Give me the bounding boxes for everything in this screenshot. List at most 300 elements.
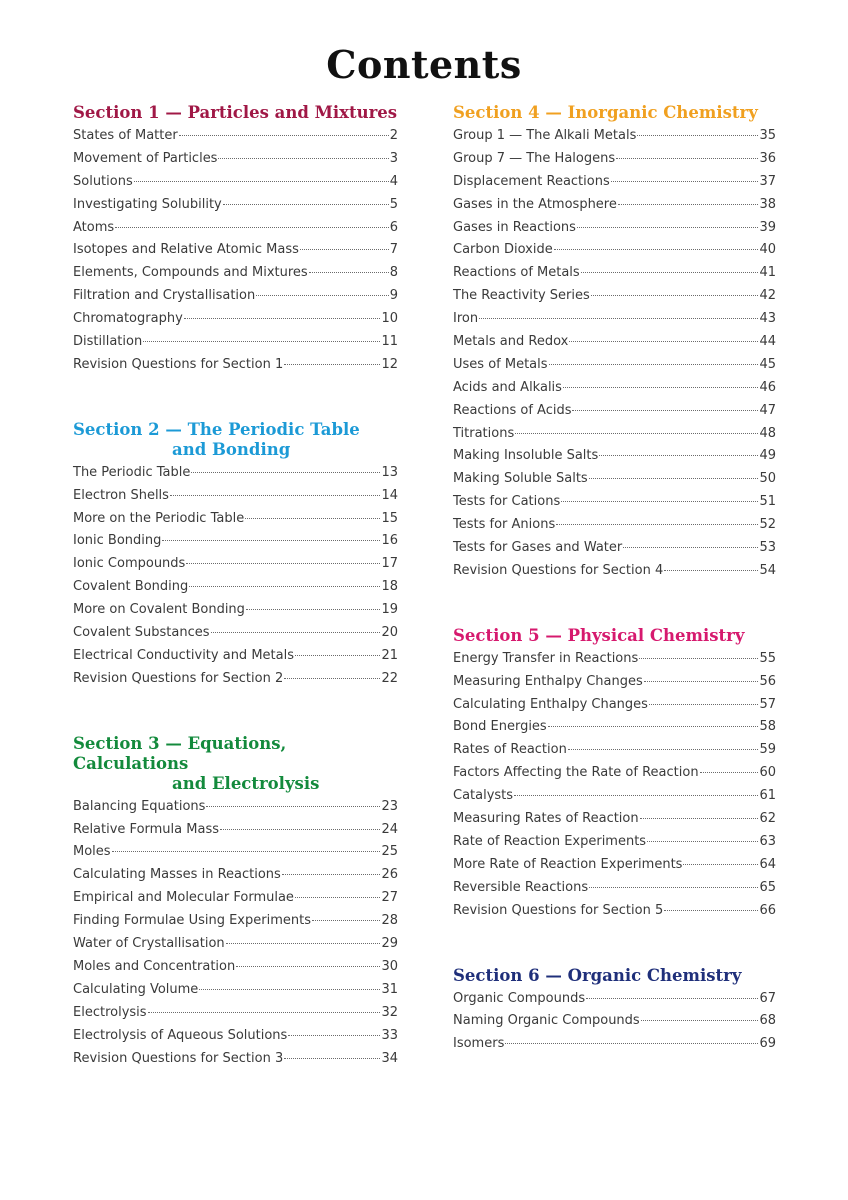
dot-leader — [236, 966, 380, 967]
entry-list — [453, 128, 776, 586]
entry-page-number: 43 — [759, 311, 776, 327]
contents-entry — [453, 788, 776, 811]
entry-list — [73, 799, 398, 1074]
dot-leader — [589, 478, 759, 479]
section-heading-text: Section 2 — The Periodic Table — [73, 419, 360, 439]
entry-title: Bond Energies — [453, 719, 547, 735]
dot-leader — [664, 910, 758, 911]
entry-page-number: 7 — [389, 242, 398, 258]
entry-page-number: 57 — [759, 696, 776, 712]
contents-entry — [453, 265, 776, 288]
entry-page-number: 15 — [381, 510, 398, 526]
entry-title: Moles — [73, 844, 111, 860]
entry-page-number: 10 — [381, 311, 398, 327]
dot-leader — [300, 249, 389, 250]
dot-leader — [143, 341, 380, 342]
entry-page-number: 40 — [759, 242, 776, 258]
entry-title: Tests for Anions — [453, 517, 556, 533]
section-heading — [453, 626, 776, 646]
entry-list — [453, 991, 776, 1060]
entry-title: Balancing Equations — [73, 798, 206, 814]
entry-title: Measuring Enthalpy Changes — [453, 673, 643, 689]
entry-page-number: 50 — [759, 471, 776, 487]
dot-leader — [206, 806, 380, 807]
section-heading — [453, 966, 776, 986]
dot-leader — [148, 1012, 381, 1013]
contents-entry — [73, 197, 398, 220]
entry-page-number: 3 — [389, 150, 398, 166]
contents-entry — [453, 220, 776, 243]
dot-leader — [309, 272, 389, 273]
dot-leader — [611, 181, 759, 182]
entry-page-number: 26 — [381, 867, 398, 883]
dot-leader — [683, 864, 758, 865]
contents-entry — [73, 357, 398, 380]
dot-leader — [589, 887, 758, 888]
dot-leader — [184, 318, 381, 319]
entry-title: Tests for Gases and Water — [453, 540, 623, 556]
entry-page-number: 29 — [381, 936, 398, 952]
section-1 — [73, 103, 398, 380]
entry-page-number: 67 — [759, 990, 776, 1006]
contents-entry — [453, 811, 776, 834]
entry-page-number: 48 — [759, 425, 776, 441]
contents-entry — [453, 197, 776, 220]
entry-page-number: 44 — [759, 334, 776, 350]
entry-title: Reactions of Acids — [453, 402, 572, 418]
dot-leader — [295, 655, 380, 656]
dot-leader — [514, 795, 758, 796]
contents-entry — [73, 220, 398, 243]
entry-page-number: 63 — [759, 833, 776, 849]
entry-page-number: 5 — [389, 196, 398, 212]
dot-leader — [199, 989, 380, 990]
entry-title: Revision Questions for Section 4 — [453, 562, 664, 578]
section-heading-text: Section 6 — Organic Chemistry — [453, 965, 742, 985]
dot-leader — [591, 295, 759, 296]
entry-page-number: 22 — [381, 670, 398, 686]
entry-page-number: 9 — [389, 288, 398, 304]
entry-title: More on the Periodic Table — [73, 510, 245, 526]
section-heading-text: Section 1 — Particles and Mixtures — [73, 103, 398, 122]
contents-entry — [73, 334, 398, 357]
entry-page-number: 60 — [759, 765, 776, 781]
entry-page-number: 16 — [381, 533, 398, 549]
dot-leader — [186, 563, 380, 564]
dot-leader — [211, 632, 381, 633]
entry-list — [73, 465, 398, 694]
entry-page-number: 52 — [759, 517, 776, 533]
entry-page-number: 55 — [759, 650, 776, 666]
contents-entry — [453, 357, 776, 380]
entry-page-number: 17 — [381, 556, 398, 572]
dot-leader — [577, 227, 759, 228]
contents-entry — [73, 648, 398, 671]
dot-leader — [226, 943, 381, 944]
entry-list — [73, 128, 398, 380]
entry-title: Carbon Dioxide — [453, 242, 553, 258]
entry-page-number: 68 — [759, 1013, 776, 1029]
contents-entry — [73, 913, 398, 936]
contents-entry — [73, 867, 398, 890]
dot-leader — [191, 472, 380, 473]
entry-title: More on Covalent Bonding — [73, 602, 245, 618]
contents-entry — [73, 959, 398, 982]
entry-title: Revision Questions for Section 3 — [73, 1050, 284, 1066]
dot-leader — [569, 341, 758, 342]
dot-leader — [505, 1043, 758, 1044]
entry-title: Moles and Concentration — [73, 958, 236, 974]
entry-title: Metals and Redox — [453, 334, 569, 350]
section-5 — [453, 626, 776, 926]
entry-title: Chromatography — [73, 311, 183, 327]
contents-entry — [73, 602, 398, 625]
entry-page-number: 27 — [381, 890, 398, 906]
entry-title: Distillation — [73, 334, 143, 350]
dot-leader — [556, 524, 758, 525]
contents-entry — [73, 242, 398, 265]
dot-leader — [639, 658, 758, 659]
entry-title: Relative Formula Mass — [73, 821, 219, 837]
entry-title: Acids and Alkalis — [453, 379, 562, 395]
entry-title: Electrolysis of Aqueous Solutions — [73, 1027, 288, 1043]
dot-leader — [220, 829, 380, 830]
entry-title: Gases in Reactions — [453, 219, 576, 235]
section-heading — [73, 420, 398, 460]
dot-leader — [581, 272, 759, 273]
dot-leader — [586, 998, 758, 999]
contents-entry — [73, 671, 398, 694]
contents-column-left — [73, 103, 398, 1073]
contents-entry — [453, 471, 776, 494]
dot-leader — [618, 204, 759, 205]
contents-entry — [73, 844, 398, 867]
contents-entry — [453, 242, 776, 265]
contents-entry — [73, 890, 398, 913]
section-heading — [73, 734, 398, 794]
entry-page-number: 31 — [381, 981, 398, 997]
dot-leader — [189, 586, 380, 587]
dot-leader — [599, 455, 758, 456]
entry-title: Movement of Particles — [73, 150, 218, 166]
dot-leader — [554, 249, 759, 250]
entry-page-number: 4 — [389, 173, 398, 189]
dot-leader — [640, 818, 759, 819]
contents-entry — [453, 651, 776, 674]
entry-page-number: 42 — [759, 288, 776, 304]
dot-leader — [295, 897, 381, 898]
dot-leader — [616, 158, 758, 159]
entry-list — [453, 651, 776, 926]
contents-entry — [73, 1028, 398, 1051]
entry-page-number: 36 — [759, 150, 776, 166]
dot-leader — [223, 204, 389, 205]
section-4 — [453, 103, 776, 586]
entry-title: Filtration and Crystallisation — [73, 288, 256, 304]
section-6 — [453, 966, 776, 1060]
dot-leader — [572, 410, 758, 411]
contents-entry — [453, 697, 776, 720]
contents-entry — [73, 128, 398, 151]
contents-entry — [453, 174, 776, 197]
contents-entry — [73, 936, 398, 959]
section-heading-line2: and Bonding — [172, 439, 291, 459]
contents-column-right — [453, 103, 776, 1059]
contents-entry — [73, 151, 398, 174]
entry-page-number: 41 — [759, 265, 776, 281]
dot-leader — [479, 318, 758, 319]
dot-leader — [179, 135, 389, 136]
entry-title: Measuring Rates of Reaction — [453, 811, 639, 827]
entry-page-number: 64 — [759, 856, 776, 872]
entry-title: Isotopes and Relative Atomic Mass — [73, 242, 299, 258]
entry-title: Catalysts — [453, 788, 514, 804]
contents-entry — [73, 799, 398, 822]
entry-title: Naming Organic Compounds — [453, 1013, 640, 1029]
entry-title: Rates of Reaction — [453, 742, 567, 758]
contents-entry — [73, 533, 398, 556]
dot-leader — [561, 501, 758, 502]
entry-page-number: 54 — [759, 562, 776, 578]
contents-entry — [453, 494, 776, 517]
section-heading — [73, 103, 398, 123]
entry-title: States of Matter — [73, 128, 178, 143]
entry-title: Gases in the Atmosphere — [453, 196, 617, 212]
contents-entry — [453, 742, 776, 765]
contents-entry — [453, 857, 776, 880]
contents-entry — [453, 288, 776, 311]
entry-page-number: 65 — [759, 879, 776, 895]
contents-entry — [73, 1051, 398, 1074]
contents-entry — [73, 511, 398, 534]
entry-title: Iron — [453, 311, 479, 327]
contents-entry — [453, 426, 776, 449]
contents-entry — [453, 448, 776, 471]
entry-title: Finding Formulae Using Experiments — [73, 913, 311, 929]
entry-page-number: 58 — [759, 719, 776, 735]
contents-entry — [453, 1036, 776, 1059]
dot-leader — [644, 681, 759, 682]
dot-leader — [664, 570, 758, 571]
entry-page-number: 28 — [381, 913, 398, 929]
entry-title: Atoms — [73, 219, 115, 235]
entry-title: Covalent Substances — [73, 625, 210, 641]
dot-leader — [246, 609, 381, 610]
contents-entry — [73, 1005, 398, 1028]
entry-title: Electrical Conductivity and Metals — [73, 647, 294, 663]
dot-leader — [563, 387, 759, 388]
section-heading-text: Section 5 — Physical Chemistry — [453, 625, 745, 645]
entry-title: Electron Shells — [73, 487, 169, 503]
contents-entry — [453, 517, 776, 540]
contents-entry — [453, 903, 776, 926]
entry-page-number: 69 — [759, 1036, 776, 1052]
entry-page-number: 47 — [759, 402, 776, 418]
dot-leader — [647, 841, 758, 842]
entry-title: Empirical and Molecular Formulae — [73, 890, 294, 906]
entry-page-number: 25 — [381, 844, 398, 860]
dot-leader — [115, 227, 389, 228]
dot-leader — [245, 518, 380, 519]
entry-title: Investigating Solubility — [73, 196, 222, 212]
dot-leader — [284, 1058, 380, 1059]
entry-page-number: 23 — [381, 798, 398, 814]
dot-leader — [162, 540, 380, 541]
entry-title: Uses of Metals — [453, 356, 548, 372]
entry-page-number: 61 — [759, 788, 776, 804]
contents-entry — [73, 822, 398, 845]
contents-entry — [453, 1013, 776, 1036]
entry-page-number: 45 — [759, 356, 776, 372]
entry-page-number: 18 — [381, 579, 398, 595]
section-2 — [73, 420, 398, 694]
entry-page-number: 59 — [759, 742, 776, 758]
entry-page-number: 2 — [389, 128, 398, 143]
entry-page-number: 33 — [381, 1027, 398, 1043]
dot-leader — [637, 135, 758, 136]
entry-title: Covalent Bonding — [73, 579, 189, 595]
contents-entry — [453, 834, 776, 857]
contents-entry — [453, 674, 776, 697]
entry-title: Solutions — [73, 173, 133, 189]
contents-entry — [453, 128, 776, 151]
entry-title: Isomers — [453, 1036, 505, 1052]
entry-page-number: 12 — [381, 356, 398, 372]
entry-title: Group 1 — The Alkali Metals — [453, 128, 637, 143]
dot-leader — [284, 678, 380, 679]
entry-page-number: 66 — [759, 902, 776, 918]
entry-page-number: 6 — [389, 219, 398, 235]
contents-entry — [73, 265, 398, 288]
dot-leader — [568, 749, 759, 750]
entry-page-number: 35 — [759, 128, 776, 143]
contents-entry — [453, 380, 776, 403]
entry-page-number: 49 — [759, 448, 776, 464]
entry-page-number: 62 — [759, 811, 776, 827]
dot-leader — [112, 851, 381, 852]
entry-title: Energy Transfer in Reactions — [453, 650, 639, 666]
contents-entry — [73, 556, 398, 579]
entry-title: Reactions of Metals — [453, 265, 580, 281]
entry-page-number: 46 — [759, 379, 776, 395]
contents-entry — [453, 765, 776, 788]
entry-title: More Rate of Reaction Experiments — [453, 856, 683, 872]
contents-entry — [453, 540, 776, 563]
entry-page-number: 30 — [381, 958, 398, 974]
entry-page-number: 38 — [759, 196, 776, 212]
dot-leader — [288, 1035, 380, 1036]
dot-leader — [284, 364, 380, 365]
dot-leader — [641, 1020, 759, 1021]
entry-title: Calculating Masses in Reactions — [73, 867, 281, 883]
contents-entry — [73, 311, 398, 334]
entry-page-number: 13 — [381, 464, 398, 480]
entry-title: The Periodic Table — [73, 464, 191, 480]
dot-leader — [256, 295, 389, 296]
entry-page-number: 8 — [389, 265, 398, 281]
entry-title: Water of Crystallisation — [73, 936, 225, 952]
entry-page-number: 32 — [381, 1004, 398, 1020]
entry-title: Organic Compounds — [453, 990, 586, 1006]
entry-page-number: 39 — [759, 219, 776, 235]
contents-entry — [73, 465, 398, 488]
entry-page-number: 20 — [381, 625, 398, 641]
dot-leader — [282, 874, 381, 875]
contents-entry — [453, 311, 776, 334]
dot-leader — [134, 181, 389, 182]
entry-page-number: 34 — [381, 1050, 398, 1066]
entry-title: Calculating Enthalpy Changes — [453, 696, 648, 712]
entry-title: Electrolysis — [73, 1004, 147, 1020]
section-heading-text: Section 3 — Equations, Calculations — [73, 733, 287, 773]
entry-title: Factors Affecting the Rate of Reaction — [453, 765, 699, 781]
entry-title: Reversible Reactions — [453, 879, 589, 895]
contents-entry — [73, 579, 398, 602]
entry-title: Titrations — [453, 425, 515, 441]
contents-entry — [453, 719, 776, 742]
dot-leader — [515, 433, 758, 434]
entry-page-number: 19 — [381, 602, 398, 618]
entry-title: Ionic Compounds — [73, 556, 186, 572]
entry-title: Calculating Volume — [73, 981, 199, 997]
section-heading — [453, 103, 776, 123]
dot-leader — [649, 704, 759, 705]
dot-leader — [170, 495, 381, 496]
entry-title: The Reactivity Series — [453, 288, 590, 304]
contents-entry — [73, 625, 398, 648]
dot-leader — [549, 364, 759, 365]
entry-page-number: 51 — [759, 494, 776, 510]
contents-entry — [453, 991, 776, 1014]
section-3 — [73, 734, 398, 1074]
dot-leader — [312, 920, 380, 921]
dot-leader — [548, 726, 759, 727]
contents-entry — [73, 488, 398, 511]
entry-title: Revision Questions for Section 1 — [73, 356, 284, 372]
contents-entry — [453, 151, 776, 174]
entry-title: Making Soluble Salts — [453, 471, 588, 487]
contents-entry — [73, 174, 398, 197]
entry-title: Making Insoluble Salts — [453, 448, 599, 464]
entry-title: Group 7 — The Halogens — [453, 150, 616, 166]
entry-page-number: 24 — [381, 821, 398, 837]
contents-entry — [73, 982, 398, 1005]
entry-page-number: 56 — [759, 673, 776, 689]
entry-page-number: 21 — [381, 647, 398, 663]
entry-title: Revision Questions for Section 5 — [453, 902, 664, 918]
entry-page-number: 53 — [759, 540, 776, 556]
contents-entry — [453, 880, 776, 903]
entry-page-number: 11 — [381, 334, 398, 350]
contents-entry — [453, 334, 776, 357]
entry-title: Revision Questions for Section 2 — [73, 670, 284, 686]
page-title: Contents — [326, 42, 522, 87]
contents-entry — [73, 288, 398, 311]
section-heading-line2: and Electrolysis — [172, 773, 320, 793]
contents-entry — [453, 563, 776, 586]
entry-title: Rate of Reaction Experiments — [453, 833, 647, 849]
entry-title: Elements, Compounds and Mixtures — [73, 265, 308, 281]
entry-title: Tests for Cations — [453, 494, 561, 510]
entry-title: Ionic Bonding — [73, 533, 162, 549]
section-heading-text: Section 4 — Inorganic Chemistry — [453, 103, 758, 122]
contents-entry — [453, 403, 776, 426]
entry-page-number: 14 — [381, 487, 398, 503]
dot-leader — [218, 158, 388, 159]
entry-page-number: 37 — [759, 173, 776, 189]
entry-title: Displacement Reactions — [453, 173, 610, 189]
dot-leader — [700, 772, 759, 773]
